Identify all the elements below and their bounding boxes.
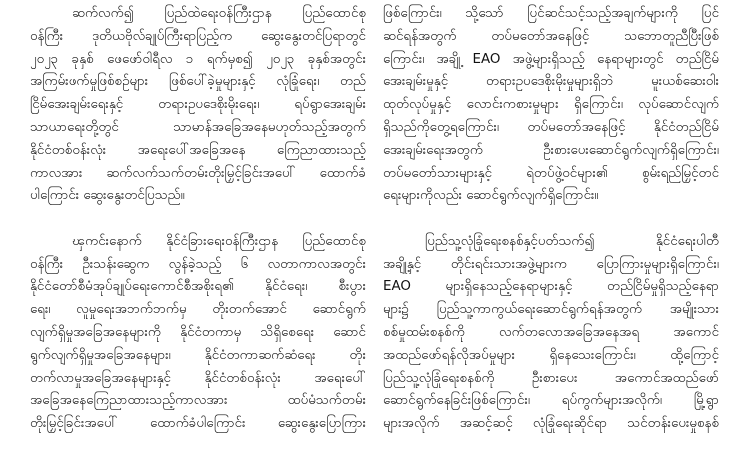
text-line: ပါကြောင်း ဆွေးနွေးတင်ပြသည်။	[30, 188, 185, 204]
text-line: ၂၀၂၃ ခုနှစ် ဖေဖော်ဝါရီလ ၁ ရက်မှစ၍ ၂၀၂၃ ခုနှစ်အတွင်း	[30, 51, 366, 67]
text-line: ထုတ်လုပ်မှုနှင့် လောင်းကစားမှုများ ရှိကြောင်း၊ လုပ်ဆောင်လျက်	[383, 97, 719, 113]
text-line: တပ်မတော်သားများနှင့် ရဲတပ်ဖွဲ့ဝင်များ၏ စွမ်းရည်မြှင့်တင်	[383, 165, 719, 181]
text-line: အချို့နှင့် တိုင်းရင်းသားအဖွဲ့များက ပြောကြားမှုများရှိကြောင်း၊	[383, 256, 719, 272]
left-column	[30, 3, 366, 436]
text-line: အကြမ်းဖက်မှုဖြစ်စဉ်များ ဖြစ်ပေါ်ခဲ့မှုများနှင့် လုံခြုံရေး၊ တည်	[30, 74, 366, 90]
text-line: များ၌ ပြည်သူ့ကာကွယ်ရေးဆောင်ရွက်ရန်အတွက် အမျိုးသား	[383, 302, 719, 318]
text-line: ရေး၊ လူမှုရေးအဘက်ဘက်မှ တိုးတက်အောင် ဆောင်ရွက်	[30, 302, 366, 318]
text-line: ဝန်ကြီး ဒုတိယဗိုလ်ချုပ်ကြီးရာပြည့်က ဆွေးနွေးတင်ပြရာတွင်	[30, 28, 366, 44]
text-line: EAO များရှိနေသည့်နေရာများနှင့် တည်ငြိမ်မှုရှိသည့်နေရာ	[383, 279, 719, 295]
right-paragraph-1	[383, 3, 719, 208]
text-line: နိုင်ငံတော်စီမံအုပ်ချုပ်ရေးကောင်စီအစိုးရ၏ နိုင်ငံရေး၊ စီးပွား	[30, 279, 366, 295]
text-line: ပြည်သူ့လုံခြုံရေးစနစ်နှင့်ပတ်သက်၍ နိုင်ငံရေးပါတီ	[425, 233, 719, 249]
text-line: ရွက်လျက်ရှိမှုအခြေအနေများ၊ နိုင်ငံတကာဆက်ဆံရေး တိုး	[30, 347, 366, 363]
text-line: ဆင်ရန်အတွက် တပ်မတော်အနေဖြင့် သဘောတူညီပြီးဖြစ်	[383, 28, 719, 44]
left-paragraph-1	[30, 3, 366, 208]
text-line: ဆောင်ရွက်နေခြင်းဖြစ်ကြောင်း၊ ရပ်ကွက်များအလိုက်၊ မြို့ရွာ	[383, 393, 719, 409]
text-line: လျက်ရှိမှုအခြေအနေများကို နိုင်ငံတကာမှ သိရှိစေရေး ဆောင်	[30, 324, 366, 340]
right-paragraph-2	[383, 231, 719, 436]
text-line: ၾကင်းနောက် နိုင်ငံခြားရေးဝန်ကြီးဌာန ပြည်ထောင်စု	[72, 233, 366, 249]
text-line: စစ်မှုထမ်းစနစ်ကို လက်တလောအခြေအနေအရ အကောင်	[383, 324, 719, 340]
text-line: အထည်ဖော်ရန်လိုအပ်မှုများ ရှိနေသေးကြောင်း၊ ထို့ကြောင့်	[383, 347, 719, 363]
text-line: အေးချမ်းမှုနှင့် တရားဥပဒေစိုးမိုးမှုများရှိဘဲ မူးယစ်ဆေးဝါး	[383, 74, 719, 90]
text-line: များအလိုက် အဆင့်ဆင့် လုံခြုံရေးဆိုင်ရာ သင်တန်းပေးမှုစနစ်	[383, 416, 719, 432]
text-line: ရေးများကိုလည်း ဆောင်ရွက်လျက်ရှိကြောင်း။	[383, 188, 599, 204]
text-line: ရှိသည်ကိုတွေ့ရကြောင်း၊ တပ်မတော်အနေဖြင့် နိုင်ငံတည်ငြိမ်	[383, 119, 719, 135]
text-line: တိုးမြှင့်ခြင်းအပေါ် ထောက်ခံပါကြောင်း ဆွေးနွေးပြောကြား	[30, 416, 366, 432]
paragraph-gap	[30, 208, 366, 231]
text-line: အခြေအနေကြေညာထားသည့်ကာလအား ထပ်မံသက်တမ်း	[30, 393, 366, 409]
text-line: ဝန်ကြီး ဦးသန်းဆွေက လွန်ခဲ့သည့် ၆ လတာကာလအတွင်း	[30, 256, 366, 272]
text-line: ဆက်လက်၍ ပြည်ထဲရေးဝန်ကြီးဌာန ပြည်ထောင်စု	[72, 6, 366, 21]
text-line: ပြည်သူ့လုံခြုံရေးစနစ်ကို ဦးစားပေး အကောင်အထည်ဖော်	[383, 370, 719, 386]
text-line: တက်လာမှုအခြေအနေများနှင့် နိုင်ငံတစ်ဝန်းလုံး အရေးပေါ်	[30, 370, 366, 386]
text-line: အေးချမ်းရေးအတွက် ဦးစားပေးဆောင်ရွက်လျက်ရှိကြောင်း၊	[383, 142, 719, 158]
text-line: ငြိမ်အေးချမ်းရေးနှင့် တရားဥပဒေစိုးမိုးရေး၊ ရပ်ရွာအေးချမ်း	[30, 97, 366, 113]
text-line: ကြောင်း၊ အချို့ EAO အဖွဲ့များရှိသည့် နေရာများတွင် တည်ငြိမ်	[383, 51, 719, 67]
left-paragraph-2	[30, 231, 366, 436]
text-line: ကာလအား ဆက်လက်သက်တမ်းတိုးမြှင့်ခြင်းအပေါ် ထောက်ခံ	[30, 165, 366, 181]
paragraph-gap	[383, 208, 719, 231]
right-column	[383, 3, 719, 436]
text-line: ဖြစ်ကြောင်း၊ သို့သော် ပြင်ဆင်သင့်သည့်အချက်များကို ပြင်	[383, 6, 719, 21]
text-line: နိုင်ငံတစ်ဝန်းလုံး အရေးပေါ်အခြေအနေ ကြေညာထားသည့်	[30, 142, 366, 158]
text-line: သာယာရေးတို့တွင် သာမာန်အခြေအနေမဟုတ်သည့်အတွက်	[30, 119, 366, 135]
